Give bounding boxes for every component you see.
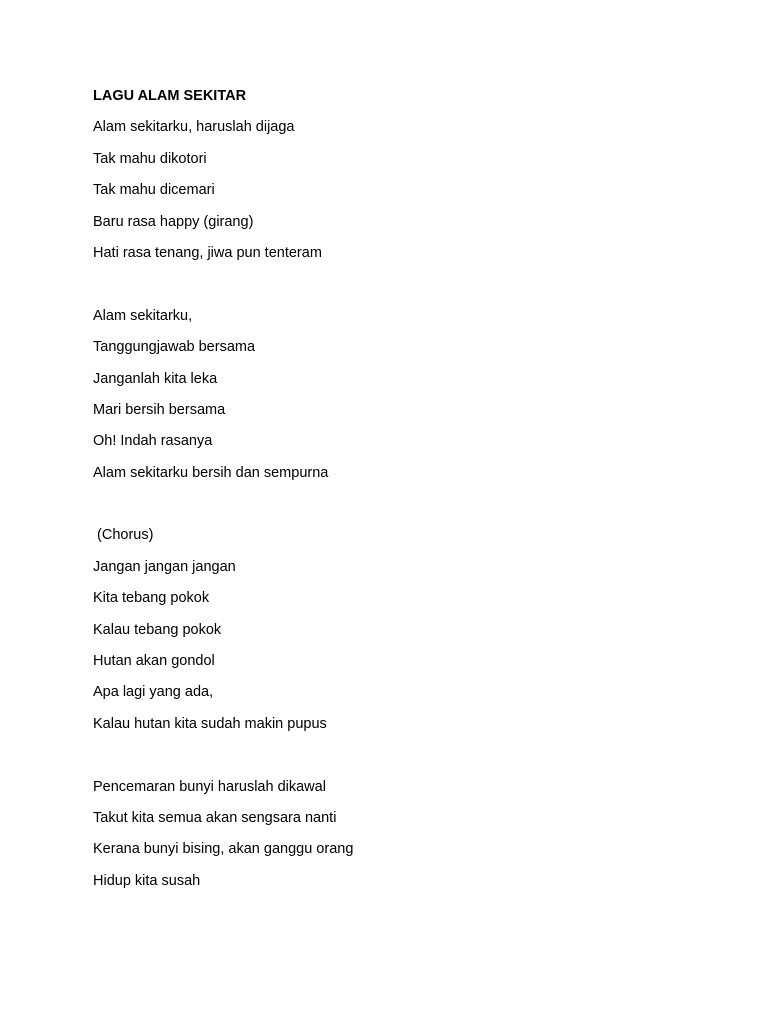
- chorus-label: (Chorus): [93, 527, 154, 544]
- stanza-gap: [93, 274, 693, 305]
- stanza-gap: [93, 745, 693, 776]
- lyric-line: Apa lagi yang ada,: [93, 684, 214, 701]
- lyric-line: Oh! Indah rasanya: [93, 433, 213, 450]
- stanza-4: [93, 777, 693, 903]
- stanza-chorus: [93, 525, 693, 745]
- lyric-line: Mari bersih bersama: [93, 401, 226, 418]
- stanza-2: [93, 306, 693, 494]
- lyric-line: Hutan akan gondol: [93, 653, 215, 670]
- stanza-1: [93, 117, 693, 274]
- song-title: LAGU ALAM SEKITAR: [93, 88, 247, 104]
- lyric-line: Takut kita semua akan sengsara nanti: [93, 809, 337, 826]
- lyric-line: Tak mahu dicemari: [93, 182, 215, 199]
- lyric-line: Kalau tebang pokok: [93, 621, 222, 638]
- lyric-line: Tanggungjawab bersama: [93, 339, 256, 356]
- lyric-line: Alam sekitarku, haruslah dijaga: [93, 119, 295, 136]
- lyric-line: Baru rasa happy (girang): [93, 213, 254, 230]
- song-lyrics: [93, 86, 693, 902]
- lyric-line: Tak mahu dikotori: [93, 150, 207, 167]
- lyric-line: Janganlah kita leka: [93, 370, 218, 387]
- lyric-line: Hati rasa tenang, jiwa pun tenteram: [93, 244, 322, 261]
- lyric-line: Pencemaran bunyi haruslah dikawal: [93, 778, 326, 795]
- lyric-line: Jangan jangan jangan: [93, 558, 236, 575]
- lyric-line: Kerana bunyi bising, akan ganggu orang: [93, 841, 354, 858]
- lyric-line: Alam sekitarku bersih dan sempurna: [93, 464, 329, 481]
- lyric-line: Kita tebang pokok: [93, 590, 210, 607]
- stanza-gap: [93, 494, 693, 525]
- lyric-line: Alam sekitarku,: [93, 307, 193, 324]
- lyric-line: Kalau hutan kita sudah makin pupus: [93, 715, 327, 732]
- lyric-line: Hidup kita susah: [93, 872, 201, 889]
